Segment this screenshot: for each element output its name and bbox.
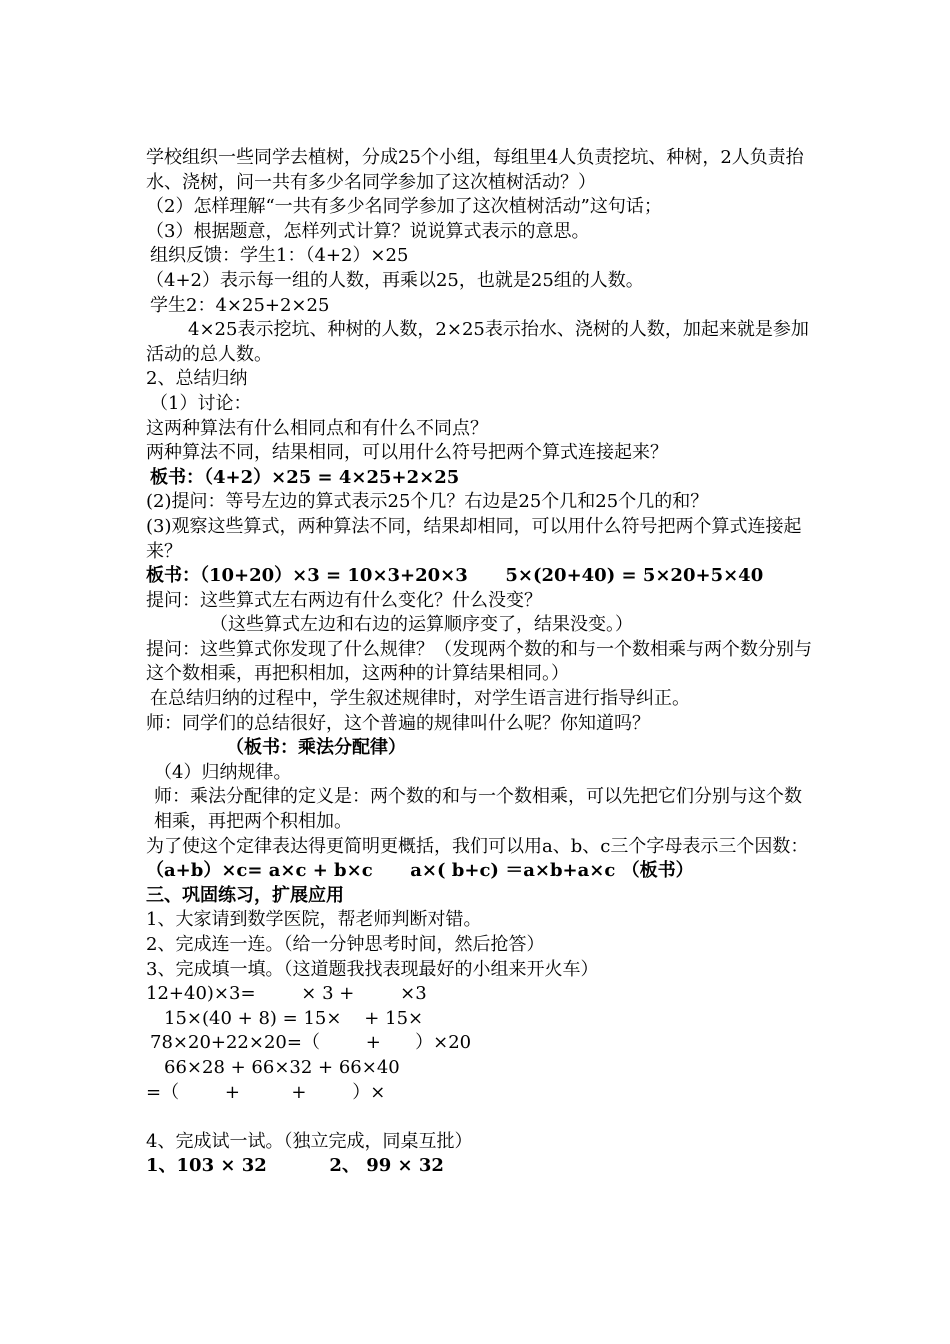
explanation-1: （4+2）表示每一组的人数，再乘以25，也就是25组的人数。 <box>146 269 644 291</box>
board-writing-law: （板书：乘法分配律） <box>226 737 406 759</box>
exercise-1: 1、大家请到数学医院，帮老师判断对错。 <box>146 909 482 931</box>
blank-line <box>146 1105 814 1130</box>
document-body <box>146 146 814 1179</box>
answer-changes: （这些算式左边和右边的运算顺序变了，结果没变。） <box>210 614 633 636</box>
fill-blank-1: 12+40)×3= × 3 + ×3 <box>146 983 427 1005</box>
ask-changes: 提问：这些算式左右两边有什么变化？什么没变？ <box>146 589 542 611</box>
exercise-2: 2、完成连一连。（给一分钟思考时间，然后抢答） <box>146 934 545 955</box>
feedback-student-1: 组织反馈：学生1：（4+2）×25 <box>150 245 409 267</box>
fill-blank-5: =（ + + ）× <box>146 1081 386 1103</box>
question-3: （3）根据题意，怎样列式计算？说说算式表示的意思。 <box>146 220 590 242</box>
law-generalization <box>146 835 814 884</box>
discussion-question-2: 两种算法不同，结果相同，可以用什么符号把两个算式连接起来？ <box>146 442 668 464</box>
fill-blank-4: 66×28 + 66×32 + 66×40 <box>164 1056 400 1078</box>
explanation-2-text: 4×25表示挖坑、种树的人数，2×25表示抬水、浇树的人数，加起来就是参加活动的总人数。 <box>146 319 809 365</box>
question-2: （2）怎样理解“一共有多少名同学参加了这次植树活动”这句话； <box>146 196 662 218</box>
board-writing-2: 板书：（10+20）×3 = 10×3+20×3 5×(20+40) = 5×20+5×40 <box>146 565 764 587</box>
exercise-3: 3、完成填一填。（这道题我找表现最好的小组来开火车） <box>146 958 599 980</box>
guidance-note: 在总结归纳的过程中，学生叙述规律时，对学生语言进行指导纠正。 <box>150 688 690 710</box>
summarize-rule: （4）归纳规律。 <box>154 761 292 783</box>
feedback-student-2: 学生2：4×25+2×25 <box>150 294 330 316</box>
section-3-heading: 三、巩固练习，扩展应用 <box>146 884 344 906</box>
fill-blank-2: 15×(40 + 8) = 15× + 15× <box>164 1007 424 1029</box>
section-2-heading: 2、总结归纳 <box>146 368 248 390</box>
exercise-4: 4、完成试一试。（独立完成，同桌互批） <box>146 1130 473 1152</box>
ask-question-2: (2)提问：等号左边的算式表示25个几？右边是25个几和25个几的和？ <box>146 491 709 513</box>
ask-pattern: 提问：这些算式你发现了什么规律？（发现两个数的和与一个数相乘与两个数分别与这个数相乘，再把积相加，这两种的计算结果相同。） <box>146 638 812 685</box>
teacher-question: 师：同学们的总结很好，这个普遍的规律叫什么呢？你知道吗？ <box>146 712 650 734</box>
exercise-4-problems: 1、103 × 32 2、 99 × 32 <box>146 1155 444 1177</box>
explanation-2 <box>146 318 814 367</box>
problem-statement: 学校组织一些同学去植树，分成25个小组，每组里4人负责挖坑、种树，2人负责抬水、浇树，问一共有多少名同学参加了这次植树活动？） <box>146 147 804 193</box>
discussion-label: （1）讨论： <box>150 392 252 414</box>
discussion-question-1: 这两种算法有什么相同点和有什么不同点？ <box>146 417 488 439</box>
observe-question-3: (3)观察这些算式，两种算法不同，结果却相同，可以用什么符号把两个算式连接起来？ <box>146 515 802 562</box>
law-generalization-text: 为了使这个定律表达得更简明更概括，我们可以用a、b、c三个字母表示三个因数： <box>146 835 809 857</box>
board-writing-1: 板书：（4+2）×25 = 4×25+2×25 <box>150 466 460 488</box>
fill-blank-3: 78×20+22×20=（ + ）×20 <box>150 1032 472 1054</box>
law-definition: 师：乘法分配律的定义是：两个数的和与一个数相乘，可以先把它们分别与这个数相乘，再把两个积相加。 <box>154 786 802 833</box>
law-formula: （a+b）×c= a×c + b×c a×( b+c) ＝a×b+a×c （板书） <box>146 860 694 882</box>
